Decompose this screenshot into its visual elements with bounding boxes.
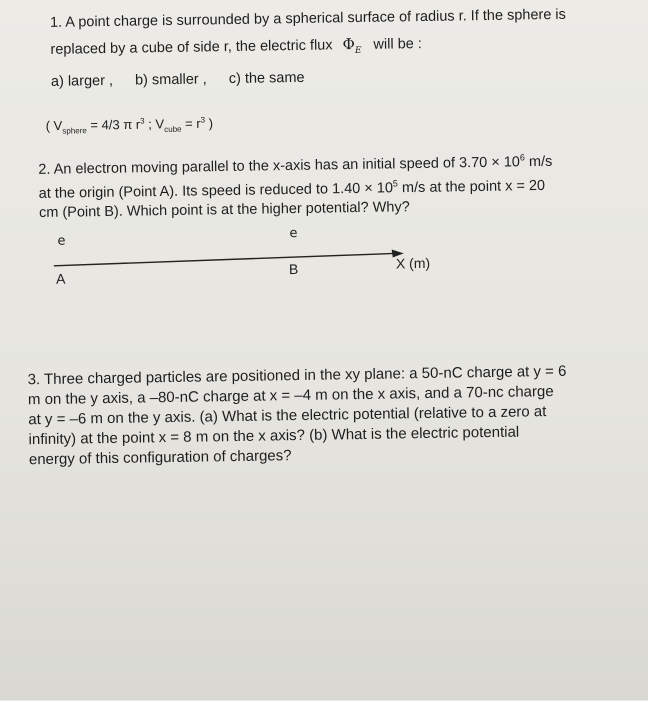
option-a: a) larger , xyxy=(50,72,114,90)
vol-sphere-eq: = 4/3 π r xyxy=(86,116,141,133)
question-3-line-1: 3. Three charged particles are positioned in the xy plane: a 50-nC charge at y = 6 xyxy=(27,362,567,389)
q2-l1a: 2. An electron moving parallel to the x-axis has an initial speed of 3.70 × 10 xyxy=(38,154,521,178)
volume-formulas xyxy=(46,115,214,136)
question-3-line-5: energy of this configuration of charges? xyxy=(28,447,292,469)
flux-phi: Φ xyxy=(342,35,356,54)
x-axis-label: X (m) xyxy=(395,254,431,272)
q2-l2a: at the origin (Point A). Its speed is reduced to 1.40 × 10 xyxy=(38,180,394,202)
question-1-line-2-text: replaced by a cube of side r, the electric flux xyxy=(50,37,333,58)
electron-at-a: e xyxy=(57,233,66,249)
flux-subscript: E xyxy=(354,45,362,57)
point-a-label: A xyxy=(55,270,66,287)
vol-cube-eq: = r xyxy=(181,115,201,132)
q2-exp2: 5 xyxy=(392,178,398,189)
q2-l2b: m/s at the point x = 20 xyxy=(397,177,546,197)
q2-exp1: 6 xyxy=(519,152,525,163)
question-3-line-4: infinity) at the point x = 8 m on the x axis? (b) What is the electric potential xyxy=(28,423,520,449)
x-axis-line xyxy=(54,253,394,265)
vol-sphere-sub: sphere xyxy=(62,126,87,136)
q2-l1b: m/s xyxy=(524,153,553,171)
vol-close: ) xyxy=(204,115,214,131)
question-2 xyxy=(38,147,629,223)
point-b-label: B xyxy=(288,260,299,278)
vol-sphere-exp: 3 xyxy=(140,116,145,126)
vol-cube-sub: cube xyxy=(164,124,182,134)
vol-sep: ; V xyxy=(144,116,165,132)
question-3-line-2: m on the y axis, a –80-nC charge at x = –4 m on the x axis, and a 70-nc charge xyxy=(27,382,554,409)
vol-open: ( V xyxy=(45,117,63,134)
electric-flux-symbol xyxy=(342,35,362,57)
question-1-line-1: 1. A point charge is surrounded by a spherical surface of radius r. If the sphere is xyxy=(49,6,566,31)
vol-cube-exp: 3 xyxy=(200,115,206,125)
question-2-line-3: cm (Point B). Which point is at the higher potential? Why? xyxy=(38,198,410,221)
electron-path-diagram xyxy=(43,221,464,288)
question-1 xyxy=(50,1,611,95)
option-b: b) smaller , xyxy=(134,71,207,89)
question-1-line-2-end: will be : xyxy=(373,36,422,53)
question-3-line-3: at y = –6 m on the y axis. (a) What is the electric potential (relative to a zero at xyxy=(28,403,547,429)
question-3 xyxy=(27,361,638,471)
option-c: c) the same xyxy=(228,69,305,88)
electron-at-b: e xyxy=(289,225,298,242)
